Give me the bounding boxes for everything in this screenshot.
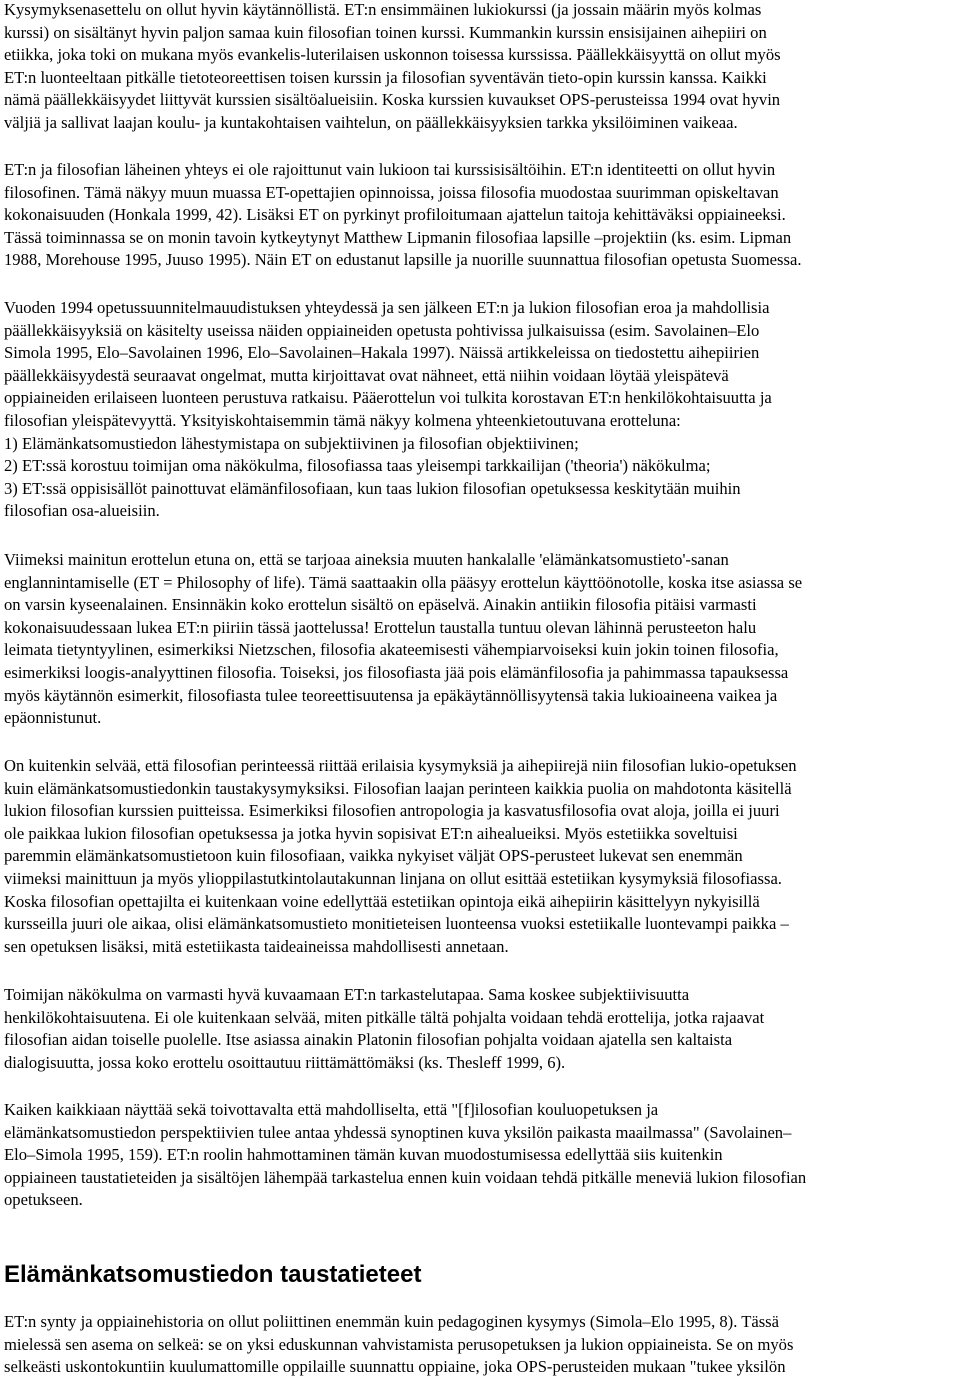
text-line: esimerkiksi loogis-analyyttinen filosofia. Toiseksi, jos filosofiasta jää pois elämänfilosofia ja pahimmassa tapauksessa	[4, 662, 789, 682]
text-line: Elo–Simola 1995, 159). ET:n roolin hahmottaminen tämän kuvan muodostumisessa edellyttää siis kuitenkin	[4, 1145, 723, 1165]
text-line: mielessä sen asema on selkeä: se on yksi eduskunnan vahvistamista perusopetuksen ja lukion oppiaineista. Se on myös	[4, 1334, 794, 1354]
paragraph-4	[0, 549, 802, 730]
text-line: Toimijan näkökulma on varmasti hyvä kuvaamaan ET:n tarkastelutapaa. Sama koskee subjektiivisuutta	[4, 985, 690, 1004]
text-line: Kysymyksenasettelu on ollut hyvin käytännöllistä. ET:n ensimmäinen lukiokurssi (ja jossain määrin myös kolmas	[4, 0, 762, 19]
text-line: on varsin kyseenalainen. Ensinnäkin koko erottelun sisältö on epäselvä. Ainakin antiikin filosofia pitäisi varmasti	[4, 595, 757, 615]
text-line: kurssi) on sisältänyt hyvin paljon samaa kuin filosofian toinen kurssi. Kummankin kurssin ensisijainen aihepiiri on	[4, 22, 767, 42]
text-line: nämä päällekkäisyydet liittyvät kurssien sisältöalueisiin. Koska kurssien kuvaukset OPS-perusteissa 1994 ovat hyvin	[4, 90, 781, 110]
list-item: 2) ET:ssä korostuu toimijan oma näkökulma, filosofiassa taas yleisempi tarkkailijan ('theoria') näkökulma;	[4, 456, 711, 476]
text-line: lukion filosofian kurssien puitteissa. Esimerkiksi filosofien antropologia ja kasvatusfilosofia ovat aloja, joilla ei juuri	[4, 801, 780, 821]
paragraph-8	[0, 1311, 793, 1379]
paragraph-6	[0, 984, 764, 1074]
text-line: kokonaisuudessaan lukea ET:n piiriin tässä jaottelussa! Erottelun taustalla tuntuu olevan lähinnä perusteeton halu	[4, 617, 757, 637]
text-line: oppiaineen taustatieteiden ja sisältöjen lähempää tarkastelua ennen kuin voidaan tehdä pitkälle meneviä lukion filosofian	[4, 1167, 807, 1187]
text-line: Kaiken kaikkiaan näyttää sekä toivottavalta että mahdolliselta, että "[f]ilosofian kouluopetuksen ja	[4, 1100, 659, 1119]
text-line: myös käytännön esimerkit, filosofiasta tulee teoreettisuutensa ja epäkäytännöllisyytensä takia lukioaineena vaikea ja	[4, 685, 778, 705]
text-line: sen opetuksen lisäksi, mitä estetiikasta taideaineissa mahdollisesti annetaan.	[4, 936, 509, 956]
paragraph-5	[0, 755, 797, 958]
text-line: Tässä toiminnassa se on monin tavoin kytkeytynyt Matthew Lipmanin filosofiaa lapsille –projektiin (ks. esim. Lipman	[4, 227, 792, 247]
text-line: ET:n synty ja oppiainehistoria on ollut poliittinen enemmän kuin pedagoginen kysymys (Simola–Elo 1995, 8). Tässä	[4, 1312, 779, 1331]
text-line: Koska filosofian opettajilta ei kuitenkaan voine edellyttää estetiikan opintoja eikä aihepiirin käsittelyyn nykyisillä	[4, 891, 760, 911]
section-heading: Elämänkatsomustiedon taustatieteet	[4, 1261, 422, 1288]
text-line: opetukseen.	[4, 1190, 83, 1210]
text-line: kuin elämänkatsomustiedonkin taustakysymyksiksi. Filosofian laajan perinteen kaikkia puolia on mahdotonta käsitellä	[4, 778, 792, 798]
text-line: Simola 1995, Elo–Savolainen 1996, Elo–Savolainen–Hakala 1997). Näissä artikkeleissa on tiedostettu aihepiirien	[4, 343, 760, 363]
text-line: elämänkatsomustiedon perspektiivien tulee antaa yhdessä synoptinen kuva yksilön paikasta maailmassa" (Savolainen–	[4, 1122, 792, 1142]
text-line: Vuoden 1994 opetussuunnitelmauudistuksen yhteydessä ja sen jälkeen ET:n ja lukion filosofian eroa ja mahdollisia	[4, 298, 770, 317]
text-line: kursseilla juuri ole aikaa, olisi elämänkatsomustieto monitieteisen luonteensa vuoksi estetiikalle luontevampi paikka –	[4, 914, 789, 934]
text-line: oppiaineiden erilaiseen luonteen perustuva ratkaisu. Pääerottelun voi tulkita korostavan ET:n henkilökohtaisuutta ja	[4, 388, 772, 408]
list-item: 1) Elämänkatsomustiedon lähestymistapa on subjektiivinen ja filosofian objektiivinen;	[4, 433, 579, 453]
text-line: ET:n luonteeltaan pitkälle tietoteoreettisen toisen kurssin ja filosofian syventävän tieto-opin kurssin kanssa. Kaikki	[4, 67, 767, 87]
text-line: etiikka, joka toki on mukana myös evankelis-luterilaisen uskonnon toisessa kurssissa. Päällekkäisyyttä on ollut myös	[4, 45, 781, 65]
text-line: epäonnistunut.	[4, 708, 102, 728]
text-line: On kuitenkin selvää, että filosofian perinteessä riittää erilaisia kysymyksiä ja aihepiirejä niin filosofian lukio-opetuksen	[4, 756, 797, 775]
text-line: paremmin elämänkatsomustietoon kuin filosofiaan, vaikka nykyiset väljät OPS-perusteet lukevat sen enemmän	[4, 846, 743, 866]
text-line: englannintamiselle (ET = Philosophy of life). Tämä saattaakin olla pääsyy erottelun käyttöönotolle, koska itse asiassa se	[4, 572, 803, 592]
text-line: dialogisuutta, jossa koko erottelu osoittautuu riittämättömäksi (ks. Thesleff 1999, 6).	[4, 1052, 566, 1072]
text-line: päällekkäisyyksiä on käsitelty useissa näiden oppiaineiden opetusta pohtivissa julkaisuissa (esim. Savolainen–Elo	[4, 320, 760, 340]
text-line: Viimeksi mainitun erottelun etuna on, että se tarjoaa aineksia muuten hankalalle 'elämänkatsomustieto'-sanan	[4, 550, 729, 569]
text-line: väljiä ja sallivat laajan koulu- ja kuntakohtaisen vaihtelun, on päällekkäisyyksien tarkka yksilöiminen vaikeaa.	[4, 112, 738, 132]
text-line: selkeästi uskontokuntiin kuulumattomille oppilaille suunnattu oppiaine, joka OPS-perusteiden mukaan "tukee yksilön	[4, 1357, 786, 1377]
text-line: filosofinen. Tämä näkyy muun muassa ET-opettajien opinnoissa, joissa filosofia muodostaa suurimman opiskeltavan	[4, 182, 779, 202]
text-line: kokonaisuuden (Honkala 1999, 42). Lisäksi ET on pyrkinyt profiloitumaan ajattelun taitoja kehittäväksi oppiaineeksi.	[4, 205, 786, 225]
paragraph-7	[0, 1099, 806, 1212]
paragraph-1	[0, 0, 781, 135]
text-line: filosofian osa-alueisiin.	[4, 501, 160, 521]
text-line: leimata tietyntyylinen, esimerkiksi Nietzschen, filosofia akateemisesti vähempiarvoiseksi kuin jokin toinen filosofia,	[4, 640, 779, 660]
text-line: ole paikkaa lukion filosofian opetuksessa ja jotka hyvin sopisivat ET:n aihealueiksi. Myös estetiikka soveltuisi	[4, 823, 738, 843]
text-line: 1988, Morehouse 1995, Juuso 1995). Näin ET on edustanut lapsille ja nuorille suunnattua filosofian opetusta Suomessa.	[4, 250, 802, 270]
paragraph-3	[0, 297, 772, 523]
text-line: päällekkäisyydestä seuraavat ongelmat, mutta kirjoittavat ovat nähneet, että niihin voidaan löytää yleispätevä	[4, 365, 729, 385]
text-line: filosofian yleispätevyyttä. Yksityiskohtaisemmin tämä näkyy kolmena yhteenkietoutuvana erotteluna:	[4, 410, 681, 430]
list-item: 3) ET:ssä oppisisällöt painottuvat elämänfilosofiaan, kun taas lukion filosofian opetuksessa keskitytään muihin	[4, 478, 741, 498]
text-line: ET:n ja filosofian läheinen yhteys ei ole rajoittunut vain lukioon tai kurssisisältöihin. ET:n identiteetti on ollut hyvin	[4, 160, 776, 179]
text-line: viimeksi mainittuun ja myös ylioppilastutkintolautakunnan linjana on ollut esittää estetiikan kysymyksiä filosofiassa.	[4, 868, 782, 888]
text-line: henkilökohtaisuutena. Ei ole kuitenkaan selvää, miten pitkälle tältä pohjalta voidaan tehdä erottelija, jotka rajaavat	[4, 1007, 765, 1027]
paragraph-2	[0, 159, 801, 272]
text-line: filosofian aidan toiselle puolelle. Itse asiassa ainakin Platonin filosofian pohjalta voidaan ajatella sen kaltaista	[4, 1030, 733, 1050]
